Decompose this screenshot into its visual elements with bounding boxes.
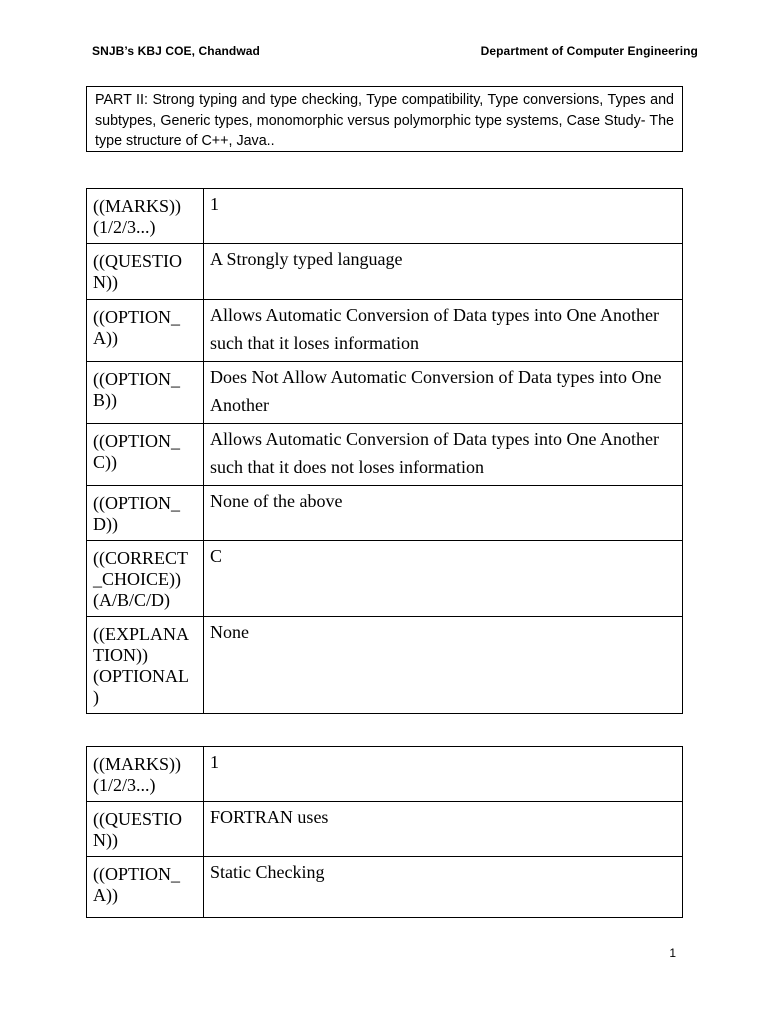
row-value: None of the above xyxy=(204,486,683,541)
row-value: 1 xyxy=(204,747,683,802)
row-value: A Strongly typed language xyxy=(204,244,683,300)
row-label: ((OPTION_ A)) xyxy=(87,300,204,362)
table-row-option-b xyxy=(87,362,683,424)
row-label: ((OPTION_ D)) xyxy=(87,486,204,541)
row-label: ((OPTION_ B)) xyxy=(87,362,204,424)
table-row-explanation xyxy=(87,617,683,714)
page-number: 1 xyxy=(669,946,676,960)
table-row-question xyxy=(87,802,683,857)
table-row-marks xyxy=(87,189,683,244)
row-value: Static Checking xyxy=(204,857,683,918)
table-row-option-a xyxy=(87,300,683,362)
table-row-correct-choice xyxy=(87,541,683,617)
row-value: C xyxy=(204,541,683,617)
row-value: Allows Automatic Conversion of Data types into One Another such that it does not loses information xyxy=(204,424,683,486)
table-row-option-c xyxy=(87,424,683,486)
part-text: Strong typing and type checking, Type compatibility, Type conversions, Types and subtypes, Generic types, monomorphic versus polymorphic type systems, Case Study- The type structure of C++, Java.. xyxy=(95,92,674,149)
row-label: ((QUESTIO N)) xyxy=(87,244,204,300)
row-label: ((OPTION_ C)) xyxy=(87,424,204,486)
table-row-marks xyxy=(87,747,683,802)
table-row-option-a xyxy=(87,857,683,918)
row-label: ((CORRECT _CHOICE)) (A/B/C/D) xyxy=(87,541,204,617)
table-row-option-d xyxy=(87,486,683,541)
part-description-box xyxy=(86,86,683,152)
row-value: Allows Automatic Conversion of Data types into One Another such that it loses information xyxy=(204,300,683,362)
part-prefix: PART II: xyxy=(95,92,153,108)
row-value: Does Not Allow Automatic Conversion of Data types into One Another xyxy=(204,362,683,424)
header-department: Department of Computer Engineering xyxy=(480,44,698,58)
header-institution: SNJB’s KBJ COE, Chandwad xyxy=(92,44,260,58)
question-table-1 xyxy=(86,188,683,714)
row-label: ((MARKS)) (1/2/3...) xyxy=(87,747,204,802)
row-label: ((EXPLANA TION)) (OPTIONAL ) xyxy=(87,617,204,714)
row-value: None xyxy=(204,617,683,714)
row-value: 1 xyxy=(204,189,683,244)
row-value: FORTRAN uses xyxy=(204,802,683,857)
question-table-2 xyxy=(86,746,683,918)
table-row-question xyxy=(87,244,683,300)
row-label: ((OPTION_ A)) xyxy=(87,857,204,918)
row-label: ((QUESTIO N)) xyxy=(87,802,204,857)
row-label: ((MARKS)) (1/2/3...) xyxy=(87,189,204,244)
